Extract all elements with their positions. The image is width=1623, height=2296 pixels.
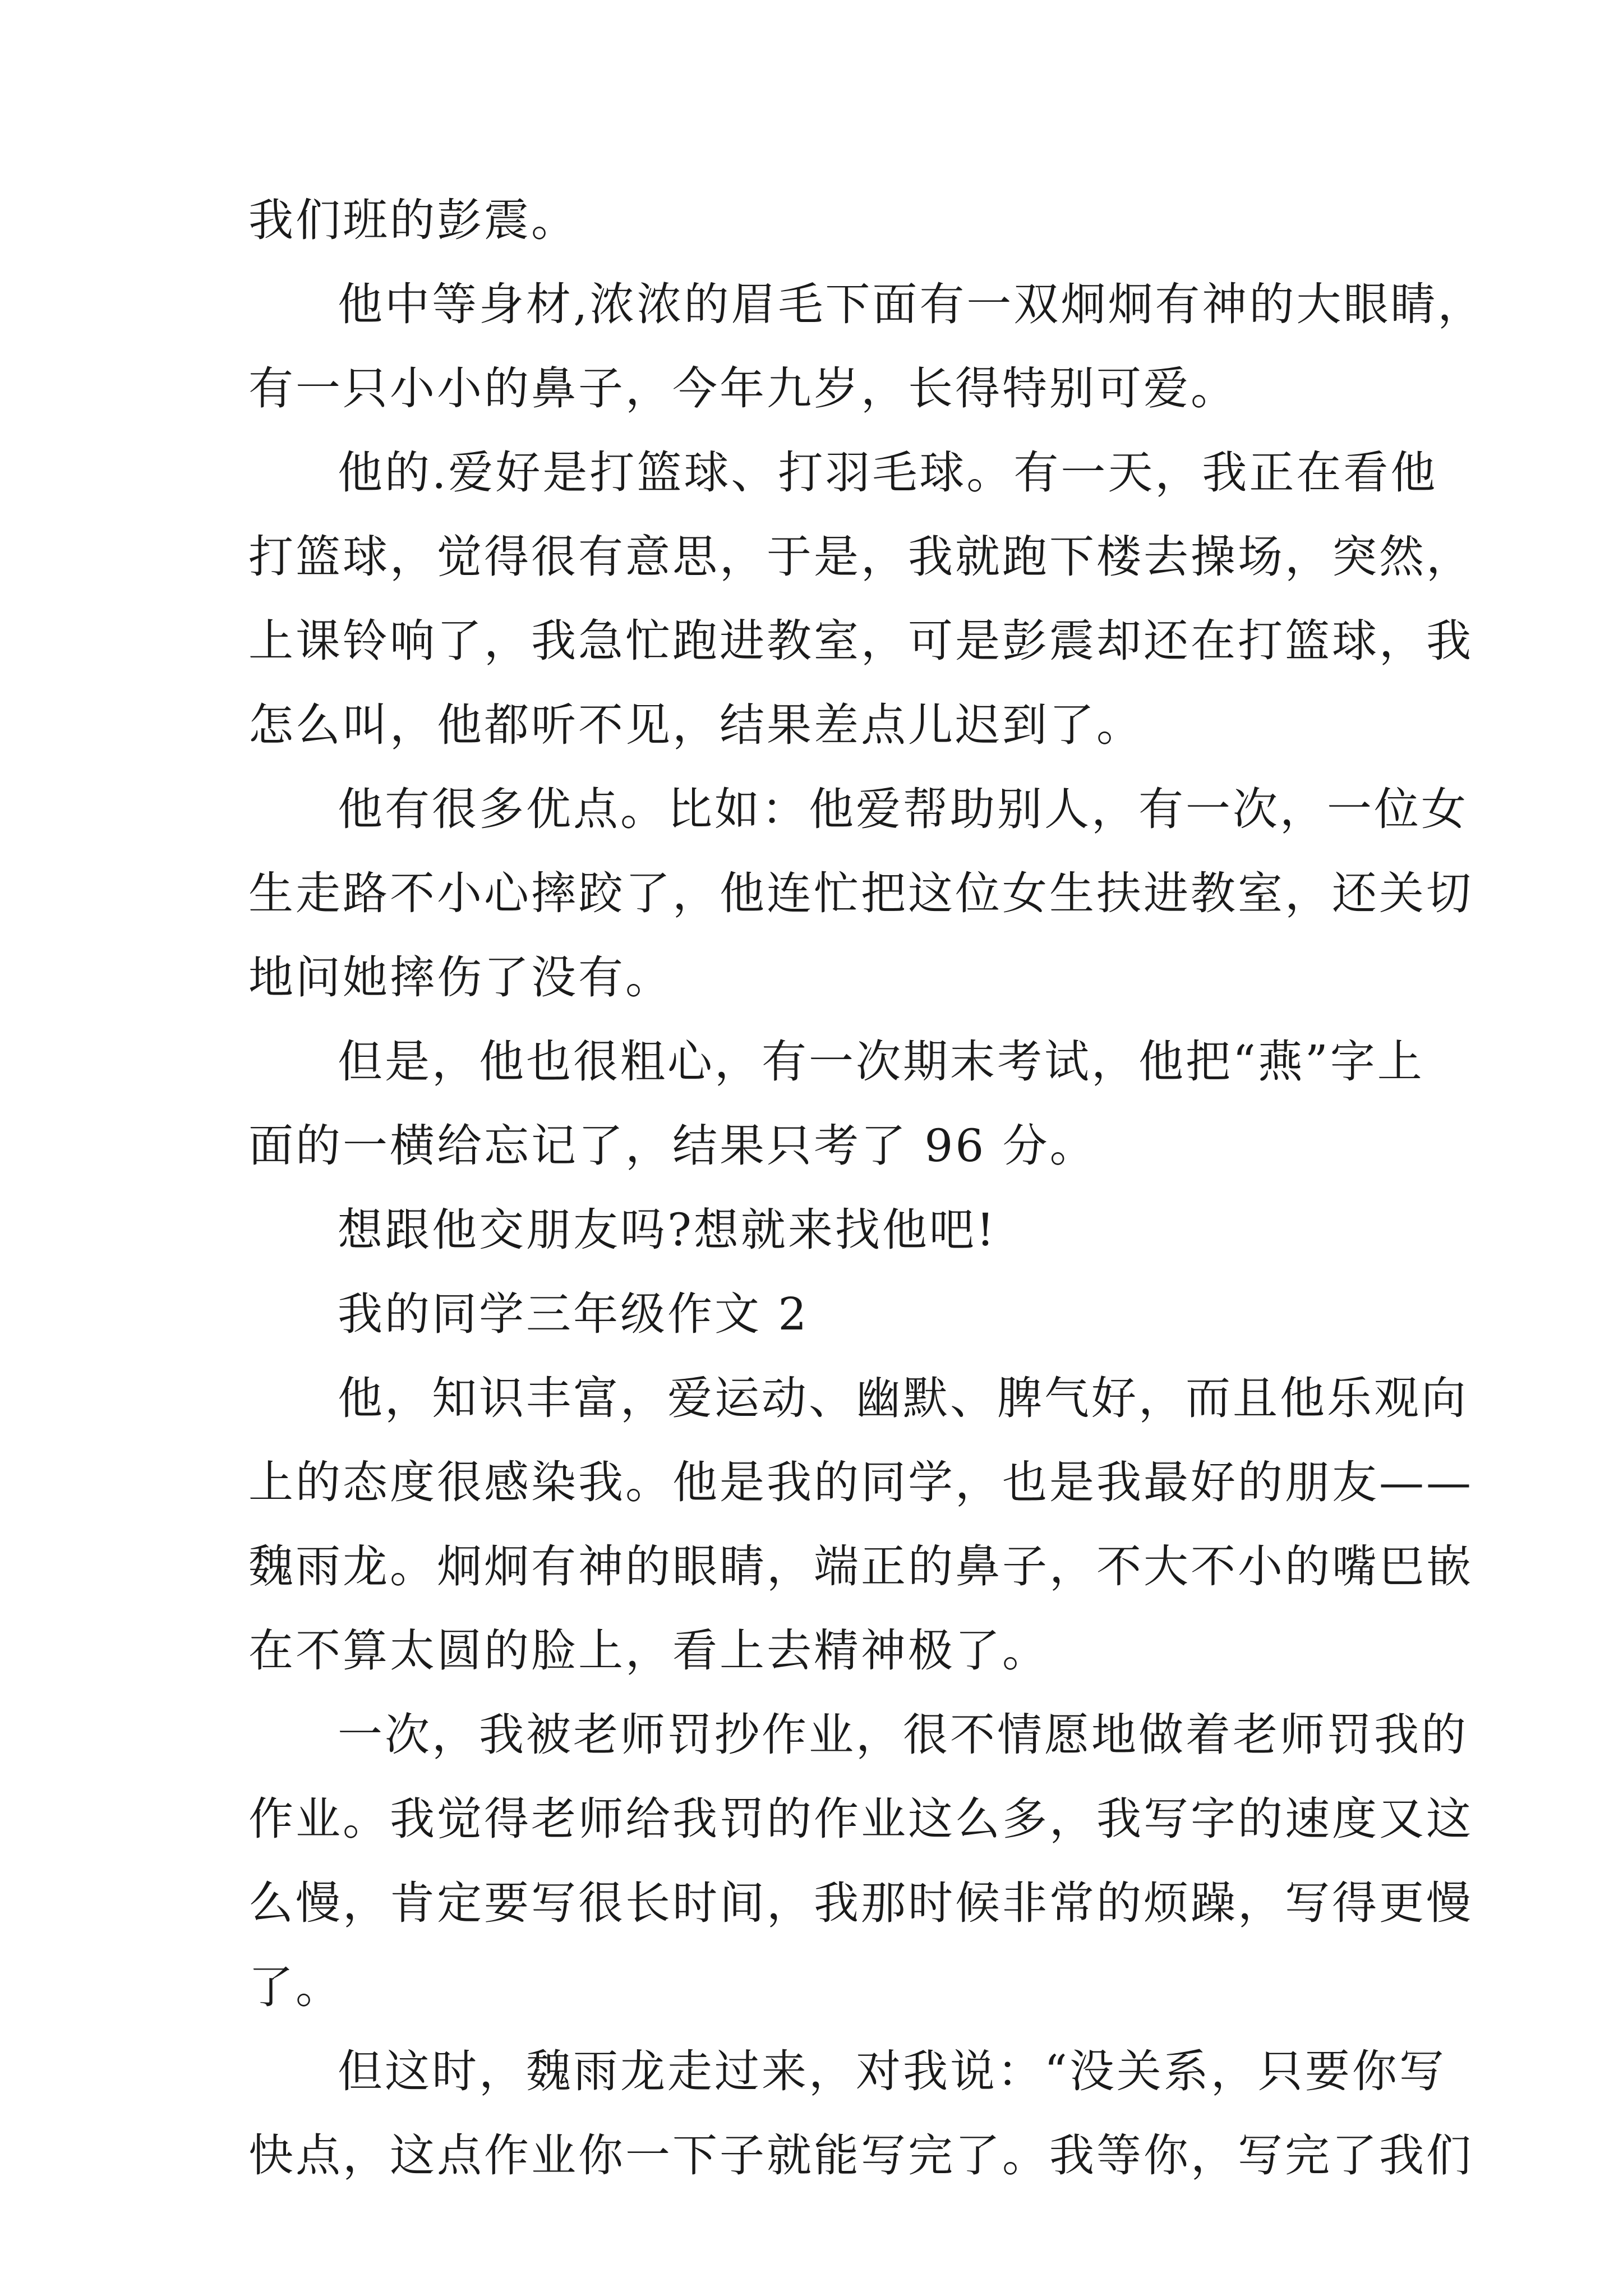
text-line: 了。 [248,1961,343,2013]
text-line: 上课铃响了，我急忙跑进教室，可是彭震却还在打篮球，我 [248,615,1473,667]
paragraph-first-line: 他，知识丰富，爱运动、幽默、脾气好，而且他乐观向 [338,1372,1468,1424]
paragraph-first-line: 但是，他也很粗心，有一次期末考试，他把“燕”字上 [338,1036,1424,1088]
text-line: 我们班的彭震。 [248,194,578,246]
paragraph-first-line: 他有很多优点。比如：他爱帮助别人，有一次，一位女 [338,783,1468,835]
text-line: 作业。我觉得老师给我罚的作业这么多，我写字的速度又这 [248,1793,1473,1845]
paragraph-first-line: 一次，我被老师罚抄作业，很不情愿地做着老师罚我的 [338,1709,1468,1761]
paragraph-first-line: 他中等身材,浓浓的眉毛下面有一双炯炯有神的大眼睛， [338,278,1485,330]
text-line: 在不算太圆的脸上，看上去精神极了。 [248,1625,1049,1677]
text-line: 生走路不小心摔跤了，他连忙把这位女生扶进教室，还关切 [248,867,1473,919]
text-line: 魏雨龙。炯炯有神的眼睛，端正的鼻子，不大不小的嘴巴嵌 [248,1540,1473,1593]
paragraph-first-line: 想跟他交朋友吗?想就来找他吧! [338,1204,997,1256]
text-line: 怎么叫，他都听不见，结果差点儿迟到了。 [248,699,1144,751]
text-line: 打篮球，觉得很有意思，于是，我就跑下楼去操场，突然， [248,531,1473,583]
text-line: 有一只小小的鼻子，今年九岁，长得特别可爱。 [248,362,1238,415]
paragraph-first-line: 他的.爱好是打篮球、打羽毛球。有一天，我正在看他 [338,447,1438,499]
text-line: 快点，这点作业你一下子就能写完了。我等你，写完了我们 [248,2129,1473,2182]
section-title: 我的同学三年级作文 2 [338,1288,809,1340]
paragraph-first-line: 但这时，魏雨龙走过来，对我说：“没关系，只要你写 [338,2045,1446,2097]
text-line: 么慢，肯定要写很长时间，我那时候非常的烦躁，写得更慢 [248,1877,1473,1929]
text-line: 上的态度很感染我。他是我的同学，也是我最好的朋友—— [248,1456,1473,1508]
text-line: 地问她摔伤了没有。 [248,951,672,1004]
text-line: 面的一横给忘记了，结果只考了 96 分。 [248,1120,1097,1172]
